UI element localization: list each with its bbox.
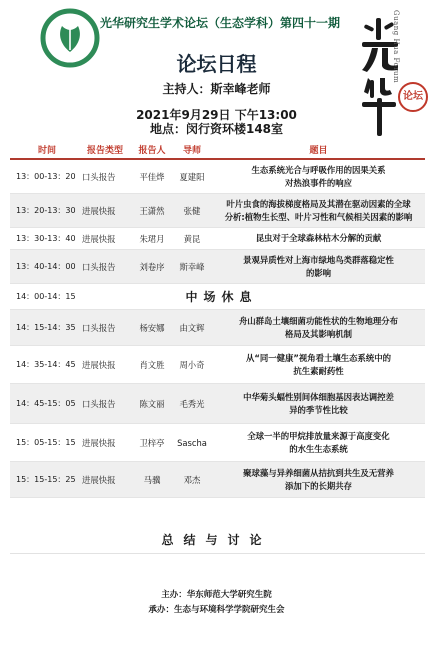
host-org-label: 承办：生态与环境科学学院研究生会 bbox=[148, 605, 285, 615]
forum-header-title: 光华研究生学术论坛（生态学科）第四十一期 bbox=[100, 16, 341, 30]
row-presenter: 刘卷序 bbox=[139, 261, 165, 272]
row-type: 口头报告 bbox=[82, 322, 116, 333]
row-topic: 中华菊头蝠性别间体细胞基因表达调控差 异的季节性比较 bbox=[243, 391, 394, 415]
row-advisor: 邓杰 bbox=[183, 474, 201, 485]
row-type: 口头报告 bbox=[82, 171, 116, 182]
host-label: 主持人：斯幸峰老师 bbox=[162, 82, 271, 96]
row-topic: 舟山群岛土壤细菌功能性状的生物地理分布 格局及其影响机制 bbox=[238, 315, 399, 339]
break-row bbox=[10, 284, 425, 310]
page-title: 论坛日程 bbox=[176, 52, 257, 76]
row-advisor: 斯幸峰 bbox=[179, 261, 205, 272]
table-row bbox=[10, 160, 425, 194]
summary-discussion: 总结与讨论 bbox=[161, 533, 272, 547]
row-presenter: 卫梓亭 bbox=[139, 437, 165, 448]
row-type: 口头报告 bbox=[82, 261, 116, 272]
forum-seal-badge: 论坛 bbox=[398, 82, 428, 112]
row-topic: 聚球藻与异养细菌从拮抗到共生及无营养 添加下的长期共存 bbox=[243, 467, 394, 491]
row-time: 14：45-15：05 bbox=[16, 399, 76, 408]
row-advisor: 黄昆 bbox=[183, 233, 201, 244]
row-time: 15：05-15：15 bbox=[16, 438, 76, 447]
table-row bbox=[10, 424, 425, 462]
row-presenter: 杨安娜 bbox=[139, 322, 165, 333]
row-type: 口头报告 bbox=[82, 398, 116, 409]
row-type: 进展快报 bbox=[82, 205, 116, 216]
row-time: 15：15-15：25 bbox=[16, 475, 76, 484]
row-presenter: 平佳烨 bbox=[139, 171, 165, 182]
row-advisor: 毛秀光 bbox=[179, 398, 205, 409]
table-row bbox=[10, 250, 425, 284]
row-time: 13：00-13：20 bbox=[16, 172, 76, 181]
row-topic: 从“同一健康”视角看土壤生态系统中的 抗生素耐药性 bbox=[245, 352, 391, 376]
row-type: 进展快报 bbox=[82, 359, 116, 370]
brand-vertical-text: Guang Hua Forum bbox=[392, 10, 400, 84]
header-topic: 题目 bbox=[309, 145, 328, 156]
row-topic: 生态系统光合与呼吸作用的因果关系 对热浪事件的响应 bbox=[251, 164, 386, 188]
row-time: 14：35-14：45 bbox=[16, 360, 76, 369]
row-type: 进展快报 bbox=[82, 233, 116, 244]
row-time: 13：40-14：00 bbox=[16, 262, 76, 271]
row-topic: 叶片虫食的海拔梯度格局及其潜在驱动因素的全球 分析:植物生长型、叶片习性和气候相关因素的影响 bbox=[224, 198, 413, 222]
header-advisor: 导师 bbox=[182, 145, 201, 156]
row-topic: 昆虫对于全球森林枯木分解的贡献 bbox=[255, 233, 382, 243]
table-row bbox=[10, 384, 425, 424]
row-advisor: 由文辉 bbox=[179, 322, 205, 333]
table-row bbox=[10, 462, 425, 498]
table-row bbox=[10, 228, 425, 250]
table-row bbox=[10, 310, 425, 346]
row-time: 14：15-14：35 bbox=[16, 323, 76, 332]
row-presenter: 肖文胜 bbox=[139, 359, 165, 370]
table-header bbox=[10, 140, 425, 160]
row-presenter: 朱珺月 bbox=[139, 233, 165, 244]
event-venue: 地点：闵行资环楼148室 bbox=[149, 122, 284, 136]
row-time: 13：30-13：40 bbox=[16, 234, 76, 243]
row-type: 进展快报 bbox=[82, 437, 116, 448]
row-advisor: 周小奇 bbox=[179, 359, 205, 370]
divider bbox=[10, 553, 425, 554]
header-time: 时间 bbox=[37, 145, 56, 156]
row-type: 进展快报 bbox=[82, 474, 116, 485]
table-row bbox=[10, 194, 425, 228]
row-topic: 景观异质性对上海市绿地鸟类群落稳定性 的影响 bbox=[243, 254, 394, 278]
row-advisor: Sascha bbox=[177, 437, 207, 448]
row-advisor: 张健 bbox=[183, 205, 201, 216]
header-presenter: 报告人 bbox=[138, 145, 166, 156]
break-time: 14：00-14：15 bbox=[16, 292, 76, 301]
row-presenter: 马骥 bbox=[143, 474, 161, 485]
row-topic: 全球一半的甲烷排放量来源于高度变化 的水生生态系统 bbox=[247, 430, 390, 454]
row-advisor: 夏建阳 bbox=[179, 171, 205, 182]
header-type: 报告类型 bbox=[86, 145, 123, 156]
row-time: 13：20-13：30 bbox=[16, 206, 76, 215]
event-date: 2021年9月29日 下午13:00 bbox=[136, 108, 297, 122]
row-presenter: 陈文丽 bbox=[139, 398, 165, 409]
organizer-label: 主办：华东师范大学研究生院 bbox=[161, 590, 272, 600]
row-presenter: 王潇然 bbox=[139, 205, 165, 216]
table-row bbox=[10, 346, 425, 384]
schedule-table bbox=[10, 140, 425, 498]
break-label: 中场休息 bbox=[185, 290, 258, 304]
